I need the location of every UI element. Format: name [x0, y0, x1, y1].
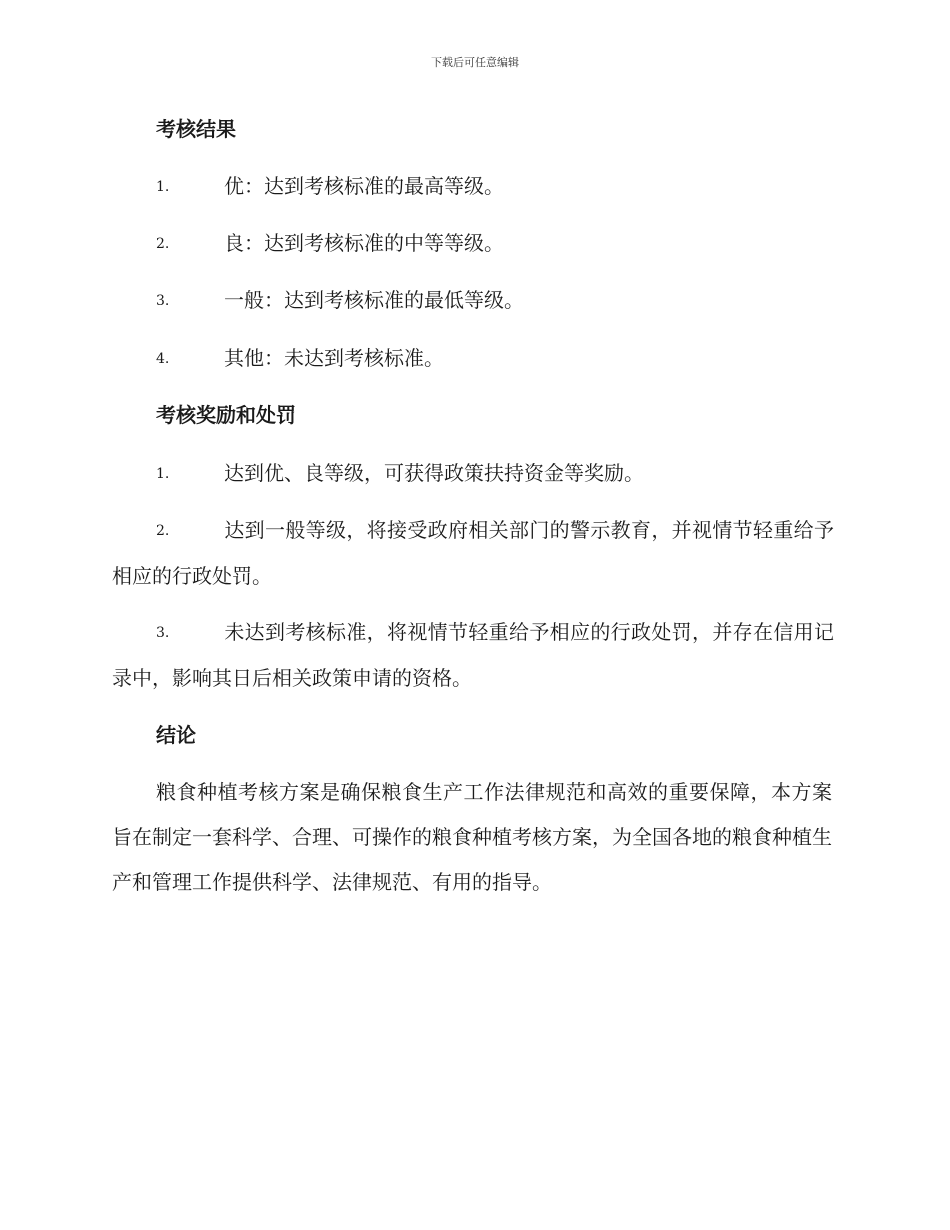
section-title-conclusion: 结论	[156, 723, 196, 747]
list-item	[112, 508, 834, 599]
section-title-rewards: 考核奖励和处罚	[156, 403, 296, 427]
list-item-number: 1.	[156, 179, 170, 195]
list-item-text: 未达到考核标准，将视情节轻重给予相应的行政处罚，并存在信用记录中，影响其日后相关政策申请的资格。	[112, 620, 834, 690]
page-header: 下载后可任意编辑	[431, 56, 519, 69]
list-item-text: 一般：达到考核标准的最低等级。	[224, 288, 524, 312]
list-item-number: 2.	[156, 236, 170, 252]
list-item	[156, 286, 524, 315]
list-item	[156, 229, 504, 258]
list-item	[156, 459, 644, 488]
list-item-text: 达到优、良等级，可获得政策扶持资金等奖励。	[224, 461, 644, 485]
list-item-number: 2.	[156, 523, 170, 539]
list-item	[156, 172, 504, 201]
list-item-number: 4.	[156, 351, 170, 367]
list-item-number: 3.	[156, 625, 170, 641]
list-item	[112, 610, 834, 701]
list-item-text: 达到一般等级，将接受政府相关部门的警示教育，并视情节轻重给予相应的行政处罚。	[112, 518, 834, 588]
list-item-text: 其他：未达到考核标准。	[224, 346, 444, 370]
section-title-results: 考核结果	[156, 117, 236, 141]
list-item-number: 3.	[156, 293, 170, 309]
list-item-text: 优：达到考核标准的最高等级。	[224, 174, 504, 198]
list-item-text: 良：达到考核标准的中等等级。	[224, 231, 504, 255]
list-item	[156, 344, 444, 373]
list-item-number: 1.	[156, 466, 170, 482]
conclusion-paragraph: 粮食种植考核方案是确保粮食生产工作法律规范和高效的重要保障，本方案旨在制定一套科学、合理、可操作的粮食种植考核方案，为全国各地的粮食种植生产和管理工作提供科学、法律规范、有用的指导。	[112, 780, 832, 894]
